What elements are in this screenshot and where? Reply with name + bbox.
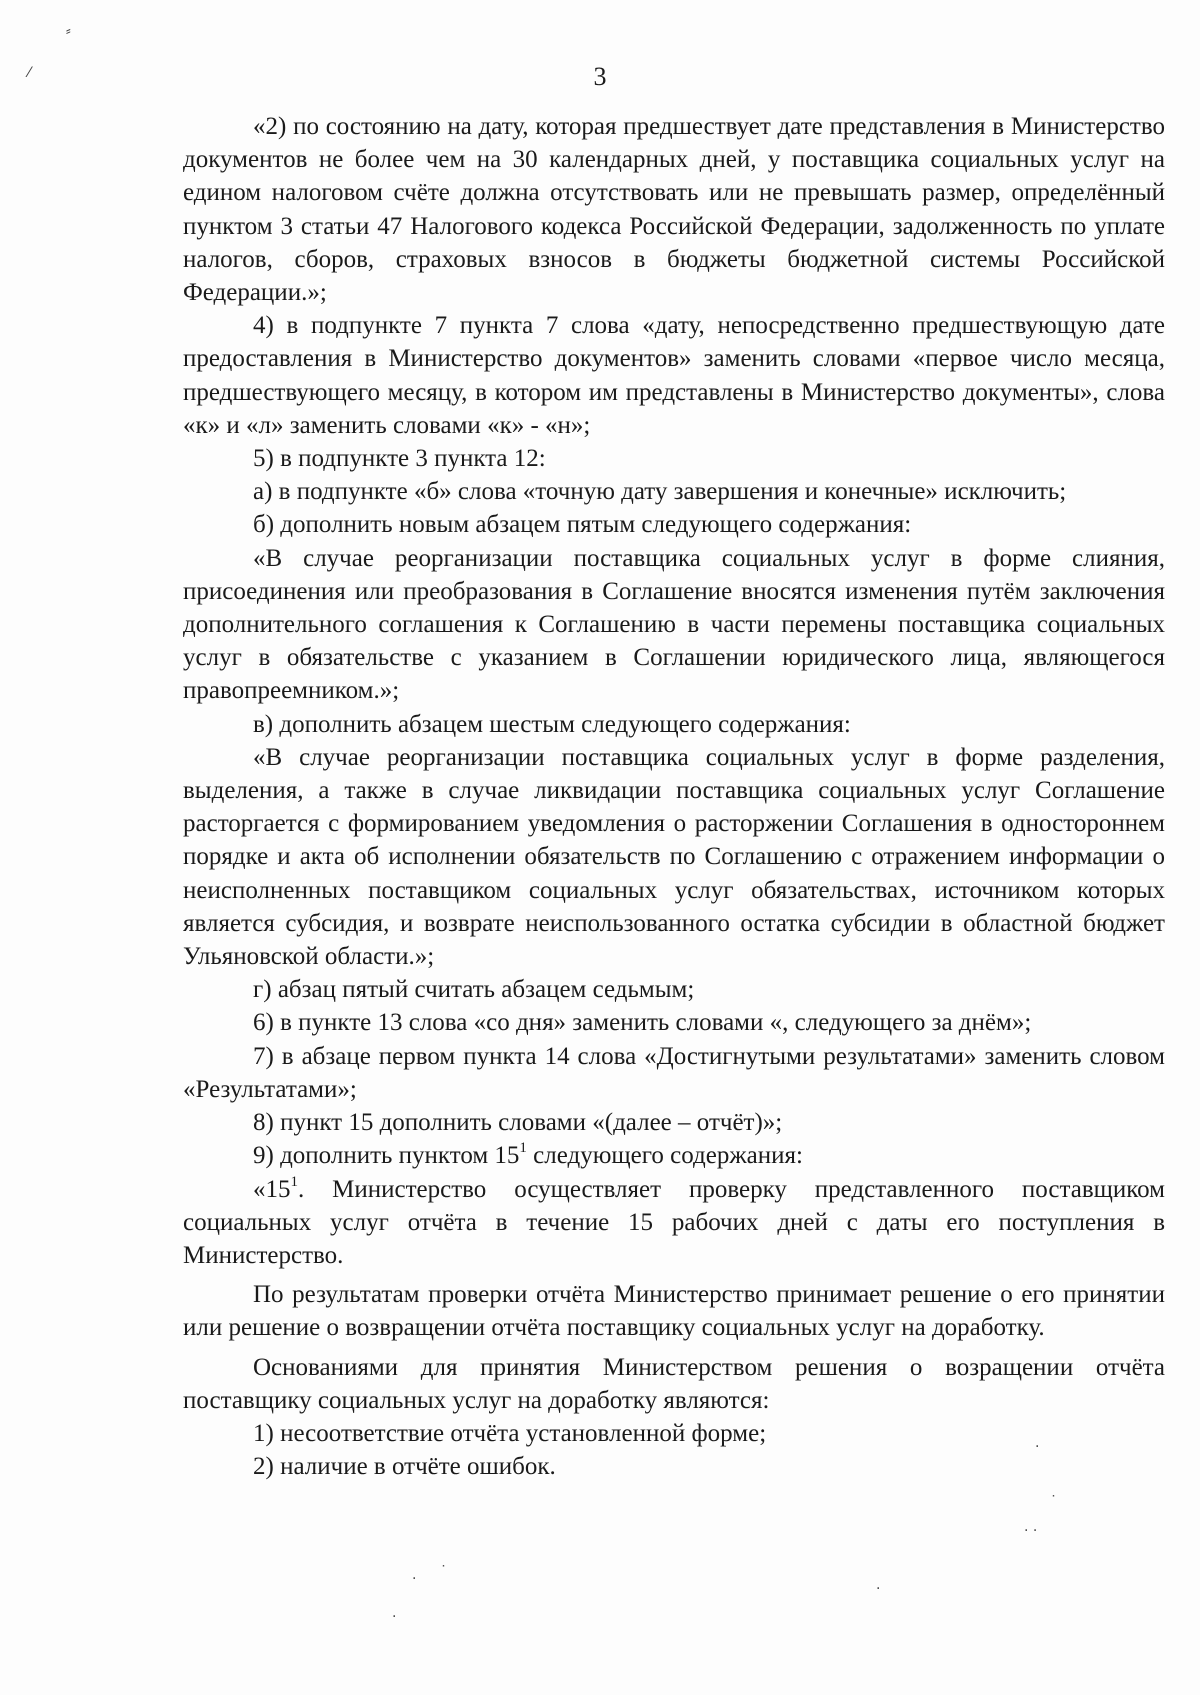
paragraph-item-6: 6) в пункте 13 слова «со дня» заменить словами «, следующего за днём»; (253, 1009, 1032, 1037)
paragraph-subitem-a: а) в подпункте «б» слова «точную дату завершения и конечные» исключить; (253, 478, 1067, 506)
scan-artifact-mark: ⸗ (66, 23, 71, 39)
scan-artifact-mark: · (876, 1581, 881, 1597)
paragraph-subitem-b: б) дополнить новым абзацем пятым следующего содержания: (253, 511, 912, 539)
paragraph-clause-15-1 (183, 1173, 1165, 1273)
paragraph-item-8: 8) пункт 15 дополнить словами «(далее – отчёт)»; (253, 1109, 783, 1137)
paragraph-return-grounds: Основаниями для принятия Министерством решения о возращении отчёта поставщику социальных услуг на доработку являются: (183, 1353, 1165, 1414)
paragraph-subitem-g: г) абзац пятый считать абзацем седьмым; (253, 976, 695, 1004)
superscript: 1 (290, 1173, 298, 1190)
paragraph-ground-2: 2) наличие в отчёте ошибок. (253, 1453, 556, 1481)
scan-artifact-mark: ⁄ (28, 65, 31, 81)
scan-artifact-mark: · (1035, 1439, 1040, 1455)
paragraph-text: следующего содержания: (526, 1142, 803, 1170)
document-body (183, 110, 1165, 1483)
paragraph-text: . Министерство осуществляет проверку представленного поставщиком социальных услуг отчёта в течение 15 рабочих дней с даты его поступления в Министерство. (183, 1175, 1165, 1269)
scan-artifact-mark: . . (1024, 1519, 1038, 1535)
paragraph-verification-result: По результатам проверки отчёта Министерство принимает решение о его принятии или решение о возвращении отчёта поставщику социальных услуг на доработку. (183, 1281, 1165, 1342)
scan-artifact-mark: ˙ (1050, 1494, 1057, 1510)
paragraph-item-7: 7) в абзаце первом пункта 14 слова «Достигнутыми результатами» заменить словом «Результатами»; (183, 1042, 1165, 1103)
page-number: 3 (593, 62, 607, 91)
paragraph-quote-division: «В случае реорганизации поставщика социальных услуг в форме разделения, выделения, а также в случае ликвидации поставщика социальных услуг Соглашение расторгается с формированием уведомления о расторжении Соглашения в одностороннем порядке и акта об исполнении обязательств по Соглашению с отражением информации о неисполненных поставщиком социальных услуг обязательствах, источником которых является субсидия, и возврате неиспользованного остатка субсидии в областной бюджет Ульяновской области.»; (183, 743, 1165, 971)
paragraph-item-4: 4) в подпункте 7 пункта 7 слова «дату, непосредственно предшествующую дате предоставления в Министерство документов» заменить словами «первое число месяца, предшествующего месяцу, в котором им представлены в Министерство документы», слова «к» и «л» заменить словами «к» - «н»; (183, 312, 1165, 439)
paragraph-text: «15 (253, 1175, 291, 1203)
scan-artifact-mark: ˙ (440, 1564, 447, 1580)
paragraph-item-5: 5) в подпункте 3 пункта 12: (253, 445, 546, 473)
paragraph-item-9 (183, 1139, 1165, 1172)
scan-artifact-mark: · (412, 1571, 417, 1587)
paragraph-clause-2: «2) по состоянию на дату, которая предшествует дате представления в Министерство документов не более чем на 30 календарных дней, у поставщика социальных услуг на едином налоговом счёте должна отсутствовать или не превышать размер, определённый пунктом 3 статьи 47 Налогового кодекса Российской Федерации, задолженность по уплате налогов, сборов, страховых взносов в бюджеты бюджетной системы Российской Федерации.»; (183, 113, 1165, 307)
scan-artifact-mark: · (392, 1609, 397, 1625)
paragraph-subitem-v: в) дополнить абзацем шестым следующего содержания: (253, 710, 851, 738)
paragraph-text: 9) дополнить пунктом 15 (253, 1142, 520, 1170)
superscript: 1 (519, 1140, 527, 1157)
paragraph-quote-merger: «В случае реорганизации поставщика социальных услуг в форме слияния, присоединения или преобразования в Соглашение вносятся изменения путём заключения дополнительного соглашения к Соглашению в части перемены поставщика социальных услуг в обязательстве с указанием в Соглашении юридического лица, являющегося правопреемником.»; (183, 544, 1165, 705)
paragraph-ground-1: 1) несоответствие отчёта установленной форме; (253, 1419, 767, 1447)
